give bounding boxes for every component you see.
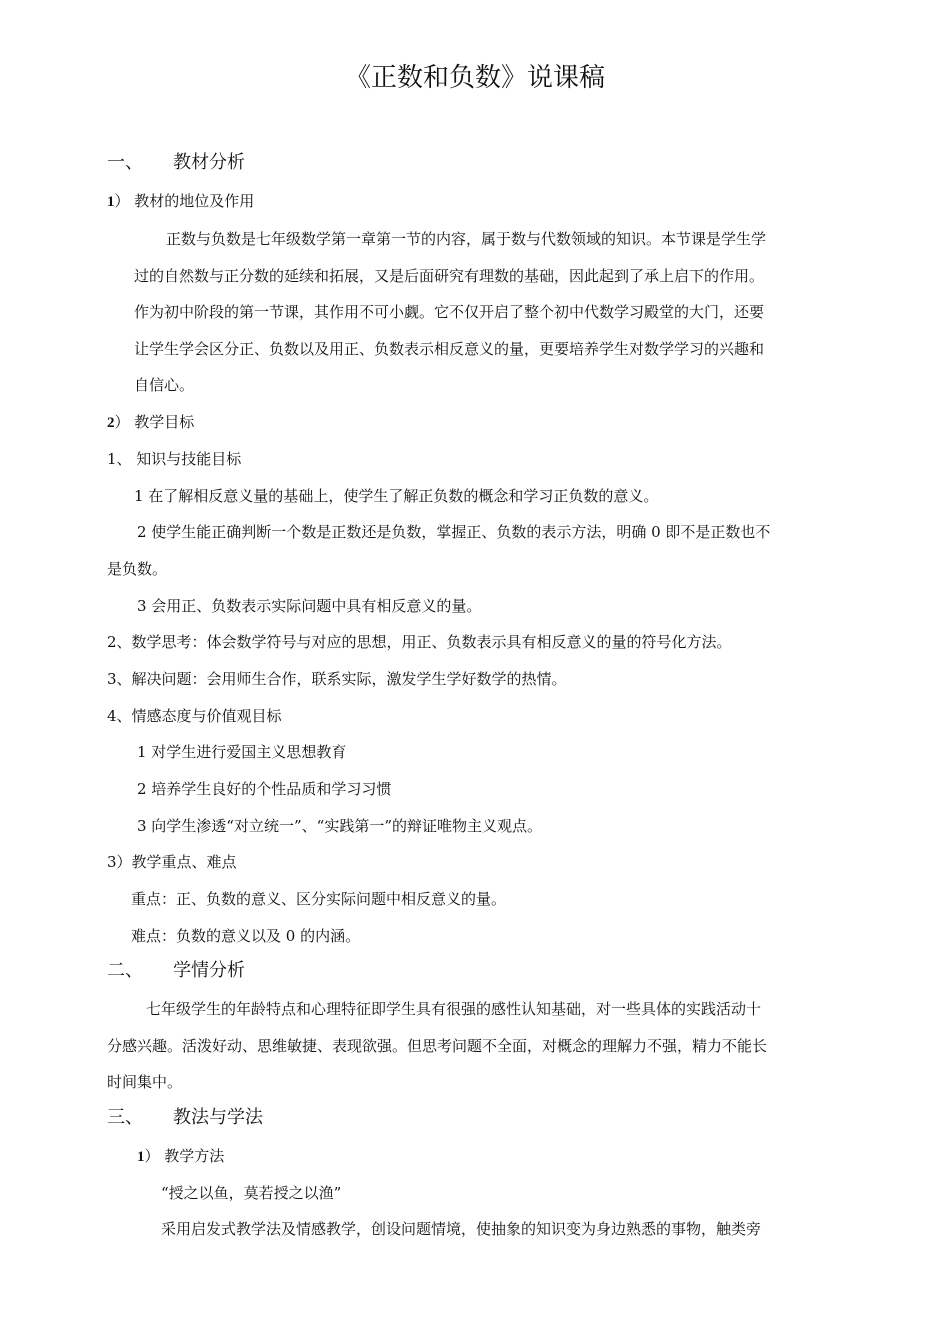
section-heading: 教材分析	[173, 152, 245, 173]
paragraph-line: 过的自然数与正分数的延续和拓展，又是后面研究有理数的基础，因此起到了承上启下的作用。	[134, 267, 765, 285]
goal-item: 3 向学生渗透“对立统一”、“实践第一”的辩证唯物主义观点。	[137, 817, 542, 835]
goal-item: 1 对学生进行爱国主义思想教育	[137, 743, 347, 761]
subsection-number: 1	[107, 194, 115, 210]
goal-heading: 1、 知识与技能目标	[107, 450, 242, 468]
subsection-heading: 1） 教学方法	[137, 1147, 225, 1165]
paragraph-line: 自信心。	[134, 376, 195, 394]
paragraph-line: 采用启发式教学法及情感教学，创设问题情境，使抽象的知识变为身边熟悉的事物，触类旁	[161, 1220, 762, 1238]
section-number: 二、	[107, 960, 143, 981]
goal-item: 是负数。	[107, 560, 168, 578]
goal-heading: 3、解决问题：会用师生合作，联系实际，激发学生学好数学的热情。	[107, 670, 567, 688]
paragraph-line: 时间集中。	[107, 1073, 183, 1091]
goal-item: 2 培养学生良好的个性品质和学习习惯	[137, 780, 392, 798]
paragraph-line: 七年级学生的年龄特点和心理特征即学生具有很强的感性认知基础，对一些具体的实践活动十	[146, 1000, 762, 1018]
subsection-heading: 1） 教材的地位及作用	[107, 192, 255, 210]
key-point: 重点：正、负数的意义、区分实际问题中相反意义的量。	[131, 890, 507, 908]
goal-heading: 4、情感态度与价值观目标	[107, 707, 282, 725]
section-number: 三、	[107, 1107, 143, 1128]
subsection-heading: 2） 教学目标	[107, 413, 195, 431]
paragraph-line: 正数与负数是七年级数学第一章第一节的内容，属于数与代数领域的知识。本节课是学生学	[166, 230, 767, 248]
paragraph-line: 让学生学会区分正、负数以及用正、负数表示相反意义的量，更要培养学生对数学学习的兴趣和	[134, 340, 765, 358]
subsection-number: 1	[137, 1149, 145, 1165]
document-title: 《正数和负数》说课稿	[344, 63, 605, 93]
paragraph-line: 作为初中阶段的第一节课，其作用不可小觑。它不仅开启了整个初中代数学习殿堂的大门，还要	[134, 303, 765, 321]
paragraph-line: 分感兴趣。活泼好动、思维敏捷、表现欲强。但思考问题不全面，对概念的理解力不强，精力不能长	[107, 1037, 768, 1055]
subsection-number: 2	[107, 415, 115, 431]
goal-heading: 2、数学思考：体会数学符号与对应的思想，用正、负数表示具有相反意义的量的符号化方法。	[107, 633, 732, 651]
section-number: 一、	[107, 152, 143, 173]
section-heading: 教法与学法	[173, 1107, 263, 1128]
goal-item: 2 使学生能正确判断一个数是正数还是负数，掌握正、负数的表示方法，明确 0 即不是正数也不	[137, 523, 771, 541]
difficulty-point: 难点：负数的意义以及 0 的内涵。	[131, 927, 361, 945]
goal-item: 3 会用正、负数表示实际问题中具有相反意义的量。	[137, 597, 482, 615]
goal-item: 1 在了解相反意义量的基础上，使学生了解正负数的概念和学习正负数的意义。	[134, 487, 659, 505]
subsection-heading: 3）教学重点、难点	[107, 853, 237, 871]
quote: “授之以鱼，莫若授之以渔”	[161, 1184, 342, 1202]
section-heading: 学情分析	[173, 960, 245, 981]
